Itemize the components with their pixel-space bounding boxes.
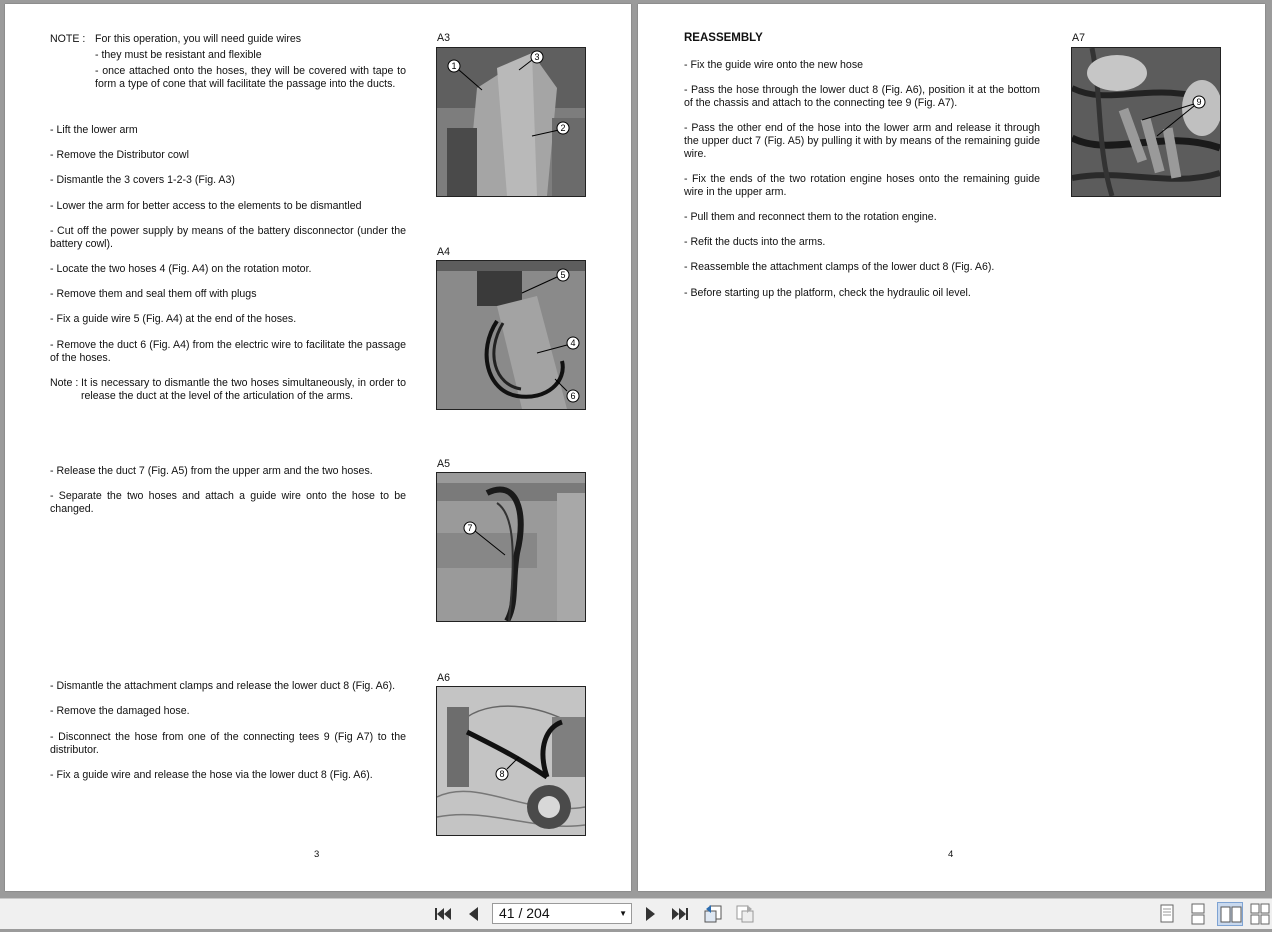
step-text: - Lift the lower arm — [50, 124, 138, 136]
callout-7: 7 — [467, 523, 473, 533]
single-page-icon[interactable] — [1154, 902, 1180, 926]
note-bullet: - once attached onto the hoses, they will be covered with tape to form a type of cone that will facilitate the passage into the ducts. — [95, 65, 406, 90]
note-bullet: - they must be resistant and flexible — [95, 49, 262, 61]
figure-a4-photo — [436, 260, 586, 410]
step-text: - Lower the arm for better access to the elements to be dismantled — [50, 200, 362, 212]
viewer-toolbar — [0, 898, 1272, 929]
step-text: - Pull them and reconnect them to the rotation engine. — [684, 211, 937, 223]
figure-label-a5: A5 — [437, 458, 450, 470]
forward-view-icon[interactable] — [734, 903, 756, 925]
continuous-facing-icon[interactable] — [1248, 902, 1272, 926]
note2-text: It is necessary to dismantle the two hoses simultaneously, in order to release the duct at the level of the articulation of the arms. — [81, 377, 406, 402]
step-text: - Remove them and seal them off with plugs — [50, 288, 257, 300]
figure-label-a7: A7 — [1072, 32, 1085, 44]
step-text: - Remove the damaged hose. — [50, 705, 190, 717]
callout-6: 6 — [570, 391, 576, 401]
step-text: - Fix a guide wire 5 (Fig. A4) at the end of the hoses. — [50, 313, 297, 325]
figure-a3-photo — [436, 47, 586, 197]
figure-a6-photo — [436, 686, 586, 836]
next-page-icon[interactable] — [639, 903, 661, 925]
step-text: - Reassemble the attachment clamps of the lower duct 8 (Fig. A6). — [684, 261, 995, 273]
left-page — [5, 4, 631, 891]
step-text: - Remove the Distributor cowl — [50, 149, 189, 161]
step-text: - Dismantle the 3 covers 1-2-3 (Fig. A3) — [50, 174, 235, 186]
note-text: For this operation, you will need guide wires — [95, 33, 302, 45]
last-page-icon[interactable] — [669, 903, 691, 925]
figure-a5-photo — [436, 472, 586, 622]
callout-5: 5 — [560, 270, 566, 280]
step-text: - Disconnect the hose from one of the connecting tees 9 (Fig A7) to the distributor. — [50, 731, 406, 756]
step-text: - Release the duct 7 (Fig. A5) from the upper arm and the two hoses. — [50, 465, 373, 477]
page-number-input[interactable] — [492, 903, 632, 924]
step-text: - Cut off the power supply by means of the battery disconnector (under the battery cowl). — [50, 225, 406, 250]
page-indicator: 41 / 204 — [499, 905, 550, 921]
callout-3: 3 — [534, 52, 540, 62]
step-text: - Before starting up the platform, check the hydraulic oil level. — [684, 287, 971, 299]
step-text: - Separate the two hoses and attach a guide wire onto the hose to be changed. — [50, 490, 406, 515]
page-number: 3 — [314, 849, 320, 860]
note2-label: Note : — [50, 377, 79, 389]
callout-1: 1 — [451, 61, 457, 71]
continuous-icon[interactable] — [1185, 902, 1211, 926]
first-page-icon[interactable] — [432, 903, 454, 925]
step-text: - Fix the ends of the two rotation engine hoses onto the remaining guide wire in the upper arm. — [684, 173, 1040, 198]
figure-a7-photo — [1071, 47, 1221, 197]
section-heading: REASSEMBLY — [684, 32, 763, 44]
back-view-icon[interactable] — [702, 903, 724, 925]
page-number: 4 — [948, 849, 954, 860]
callout-2: 2 — [560, 123, 566, 133]
step-text: - Fix a guide wire and release the hose via the lower duct 8 (Fig. A6). — [50, 769, 373, 781]
previous-page-icon[interactable] — [463, 903, 485, 925]
callout-4: 4 — [570, 338, 576, 348]
figure-label-a3: A3 — [437, 32, 450, 44]
step-text: - Pass the other end of the hose into the lower arm and release it through the upper duct 7 (Fig. A5) by pulling it with by means of the remaining guide wire. — [684, 122, 1040, 160]
step-text: - Fix the guide wire onto the new hose — [684, 59, 864, 71]
note-label: NOTE : — [50, 33, 86, 45]
step-text: - Pass the hose through the lower duct 8 (Fig. A6), position it at the bottom of the chassis and attach to the connecting tee 9 (Fig. A7). — [684, 84, 1040, 109]
callout-8: 8 — [499, 769, 505, 779]
step-text: - Locate the two hoses 4 (Fig. A4) on the rotation motor. — [50, 263, 312, 275]
step-text: - Refit the ducts into the arms. — [684, 236, 826, 248]
facing-pages-icon[interactable] — [1217, 902, 1243, 926]
figure-label-a6: A6 — [437, 672, 450, 684]
step-text: - Remove the duct 6 (Fig. A4) from the electric wire to facilitate the passage of the hoses. — [50, 339, 406, 364]
right-page — [638, 4, 1265, 891]
step-text: - Dismantle the attachment clamps and release the lower duct 8 (Fig. A6). — [50, 680, 396, 692]
callout-9: 9 — [1196, 97, 1202, 107]
figure-label-a4: A4 — [437, 246, 450, 258]
chevron-down-icon[interactable]: ▼ — [619, 909, 627, 918]
